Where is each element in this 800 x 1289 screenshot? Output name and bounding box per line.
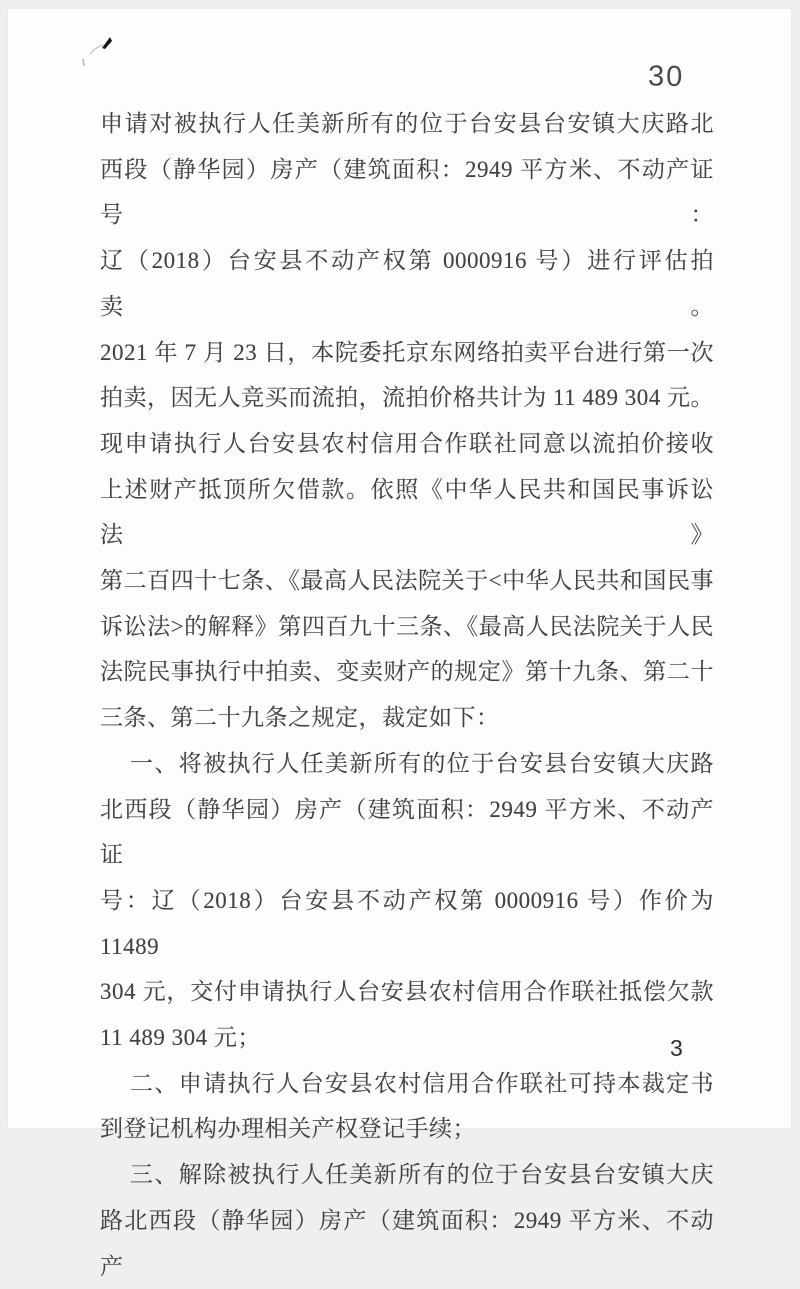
text-line: 到登记机构办理相关产权登记手续； (100, 1116, 476, 1142)
handwritten-page-number: 30 (647, 60, 685, 94)
text-line: 三、解除被执行人任美新所有的位于台安县台安镇大庆 (130, 1162, 714, 1188)
text-line: 号：辽（2018）台安县不动产权第 0000916 号）作价为 11489 (100, 887, 714, 959)
text-line: 上述财产抵顶所欠借款。依照《中华人民共和国民事诉讼法》 (100, 476, 714, 548)
text-line: 拍卖，因无人竞买而流拍，流拍价格共计为 11 489 304 元。 (100, 385, 714, 411)
text-line: 西段（静华园）房产（建筑面积：2949 平方米、不动产证号： (100, 156, 714, 228)
text-line: 二、申请执行人台安县农村信用合作联社可持本裁定书 (130, 1070, 714, 1096)
text-line: 申请对被执行人任美新所有的位于台安县台安镇大庆路北 (100, 111, 714, 136)
page-number: 3 (670, 1035, 683, 1061)
text-line: 北西段（静华园）房产（建筑面积：2949 平方米、不动产证 (100, 796, 714, 868)
text-line: 一、将被执行人任美新所有的位于台安县台安镇大庆路 (130, 750, 714, 776)
text-line: 现申请执行人台安县农村信用合作联社同意以流拍价接收 (100, 430, 714, 456)
text-line: 辽（2018）台安县不动产权第 0000916 号）进行评估拍卖。 (100, 248, 714, 319)
pen-mark-icon (82, 28, 132, 76)
text-line: 11 489 304 元； (100, 1025, 261, 1051)
text-line: 304 元，交付申请执行人台安县农村信用合作联社抵偿欠款 (100, 979, 714, 1005)
text-line: 路北西段（静华园）房产（建筑面积：2949 平方米、不动产 (100, 1207, 714, 1279)
document-body (100, 101, 714, 1289)
text-line: 诉讼法>的解释》第四百九十三条、《最高人民法院关于人民 (100, 613, 714, 639)
text-line: 法院民事执行中拍卖、变卖财产的规定》第十九条、第二十 (100, 659, 714, 685)
text-line: 2021 年 7 月 23 日，本院委托京东网络拍卖平台进行第一次 (100, 339, 714, 365)
document-page (8, 9, 791, 1279)
text-line: 第二百四十七条、《最高人民法院关于<中华人民共和国民事 (100, 568, 714, 594)
text-line: 三条、第二十九条之规定，裁定如下： (100, 705, 500, 731)
